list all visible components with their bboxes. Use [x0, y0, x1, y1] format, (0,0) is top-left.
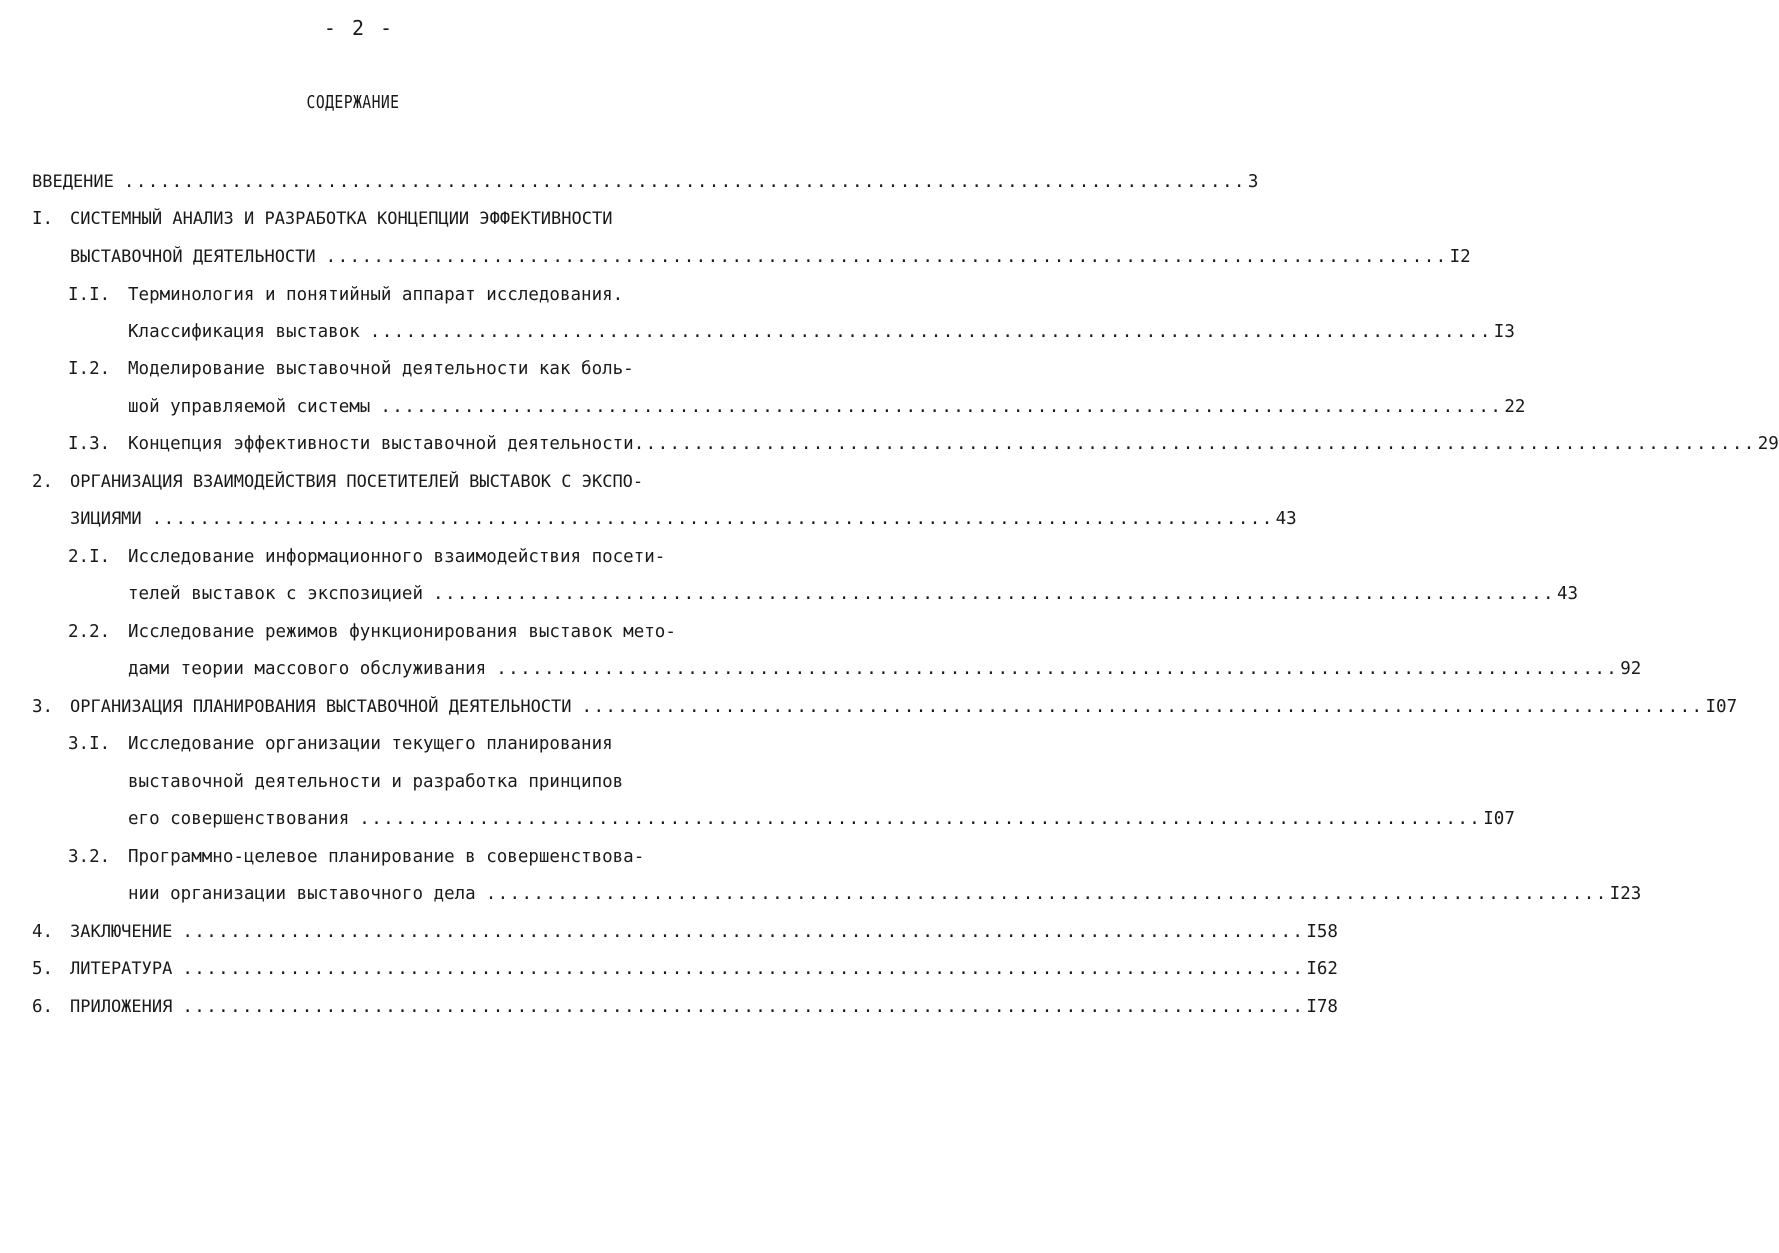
toc-entry-ch4 [70, 920, 1338, 944]
leader-dots: .............................................................................................. [485, 884, 1608, 904]
toc-entry-ch3 [70, 695, 1738, 719]
toc-entry-label: ЗАКЛЮЧЕНИЕ [70, 922, 173, 942]
toc-entry-ch1 [70, 245, 1471, 269]
leader-dots: .............................................................................................. [123, 172, 1246, 192]
toc-entry-title: выставочной деятельности и разработка принципов [128, 772, 624, 792]
toc-entry-ch5 [70, 957, 1338, 981]
toc-page-ref: 22 [1504, 397, 1526, 417]
toc-entry-number: I.2. [68, 359, 111, 379]
leader-dots: .............................................................................................. [151, 509, 1274, 529]
toc-entry-number: 3. [32, 697, 54, 717]
toc-entry-s11 [128, 320, 1515, 344]
toc-page-ref: I07 [1483, 809, 1515, 829]
toc-entry-ch6 [70, 995, 1338, 1019]
leader-dots: .............................................................................................. [633, 434, 1756, 454]
toc-entry-label: шой управляемой системы [128, 397, 371, 417]
toc-entry-title: Программно-целевое планирование в совершенствова- [128, 847, 645, 867]
toc-entry-title: Исследование режимов функционирования выставок мето- [128, 622, 676, 642]
toc-entry-title: Терминология и понятийный аппарат исследования. [128, 285, 624, 305]
leader-dots: .............................................................................................. [433, 584, 1555, 604]
toc-page-ref: I58 [1306, 922, 1338, 942]
toc-entry-number: 2. [32, 472, 54, 492]
toc-entry-label: ВЫСТАВОЧНОЙ ДЕЯТЕЛЬНОСТИ [70, 247, 316, 267]
toc-entry-ch2 [70, 507, 1297, 531]
toc-page-ref: 43 [1275, 509, 1297, 529]
toc-page-ref: I78 [1306, 997, 1338, 1017]
toc-entry-number: 2.I. [68, 547, 111, 567]
toc-entry-s32 [128, 882, 1642, 906]
toc-entry-label: ЛИТЕРАТУРА [70, 959, 173, 979]
toc-page-ref: 43 [1557, 584, 1579, 604]
toc-page-ref: 3 [1247, 172, 1259, 192]
toc-entry-number: 3.I. [68, 734, 111, 754]
toc-entry-s22 [128, 657, 1642, 681]
toc-entry-label: Концепция эффективности выставочной деятельности [128, 434, 634, 454]
toc-entry-label: ВВЕДЕНИЕ [32, 172, 114, 192]
toc-entry-label: нии организации выставочного дела [128, 884, 476, 904]
toc-entry-number: 3.2. [68, 847, 111, 867]
leader-dots: .............................................................................................. [496, 659, 1619, 679]
toc-entry-s13 [128, 432, 1779, 456]
toc-page-ref: I23 [1609, 884, 1642, 904]
leader-dots: .............................................................................................. [182, 959, 1305, 979]
leader-dots: .............................................................................................. [369, 322, 1492, 342]
leader-dots: .............................................................................................. [182, 997, 1305, 1017]
toc-entry-number: 2.2. [68, 622, 111, 642]
toc-entry-label: телей выставок с экспозицией [128, 584, 424, 604]
toc-entry-label: дами теории массового обслуживания [128, 659, 487, 679]
toc-entry-number: 5. [32, 959, 54, 979]
toc-entry-title: Исследование информационного взаимодействия посети- [128, 547, 666, 567]
toc-entry-number: I.I. [68, 285, 111, 305]
page-number: - 2 - [323, 16, 395, 40]
leader-dots: .............................................................................................. [182, 922, 1305, 942]
toc-entry-title: Исследование организации текущего планирования [128, 734, 613, 754]
toc-entry-label: ОРГАНИЗАЦИЯ ПЛАНИРОВАНИЯ ВЫСТАВОЧНОЙ ДЕЯТЕЛЬНОСТИ [70, 697, 572, 717]
leader-dots: .............................................................................................. [581, 697, 1704, 717]
toc-entry-number: 6. [32, 997, 54, 1017]
toc-entry-number: 4. [32, 922, 54, 942]
toc-entry-s12 [128, 395, 1526, 419]
toc-page-ref: 29 [1757, 434, 1779, 454]
toc-entry-label: Классификация выставок [128, 322, 360, 342]
toc-entry-title: СИСТЕМНЫЙ АНАЛИЗ И РАЗРАБОТКА КОНЦЕПЦИИ ЭФФЕКТИВНОСТИ [70, 209, 613, 229]
toc-entry-title: ОРГАНИЗАЦИЯ ВЗАИМОДЕЙСТВИЯ ПОСЕТИТЕЛЕЙ ВЫСТАВОК С ЭКСПО- [70, 472, 644, 492]
toc-entry-label: его совершенствования [128, 809, 350, 829]
toc-page-ref: 92 [1620, 659, 1642, 679]
toc-entry-number: I. [32, 209, 54, 229]
toc-entry-s31 [128, 807, 1515, 831]
toc-entry-s21 [128, 582, 1579, 606]
toc-entry-number: I.3. [68, 434, 111, 454]
toc-entry-label: ЗИЦИЯМИ [70, 509, 142, 529]
leader-dots: .............................................................................................. [380, 397, 1503, 417]
leader-dots: .............................................................................................. [325, 247, 1448, 267]
leader-dots: .............................................................................................. [359, 809, 1482, 829]
toc-entry-intro [32, 170, 1259, 194]
toc-page-ref: I3 [1493, 322, 1515, 342]
toc-page-ref: I62 [1306, 959, 1338, 979]
toc-entry-label: ПРИЛОЖЕНИЯ [70, 997, 173, 1017]
toc-page-ref: I2 [1449, 247, 1471, 267]
toc-title: СОДЕРЖАНИЕ [306, 92, 400, 113]
toc-entry-title: Моделирование выставочной деятельности как боль- [128, 359, 634, 379]
toc-page-ref: I07 [1705, 697, 1738, 717]
